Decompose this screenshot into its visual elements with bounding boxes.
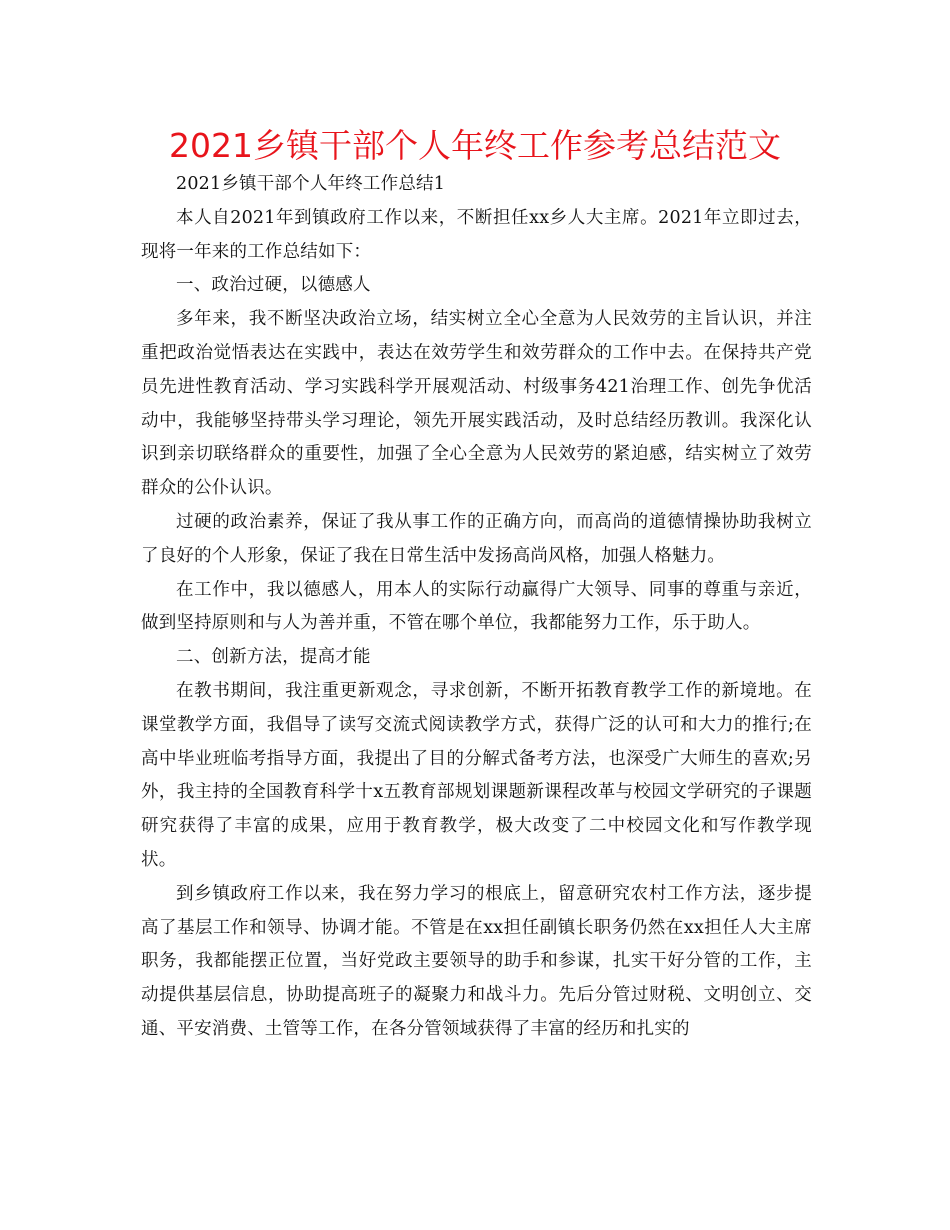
paragraph-intro: 本人自2021年到镇政府工作以来，不断担任xx乡人大主席。2021年立即过去，现将一年来的工作总结如下： <box>141 207 812 262</box>
paragraph: 多年来，我不断坚决政治立场，结实树立全心全意为人民效劳的主旨认识，并注重把政治觉悟表达在实践中，表达在效劳学生和效劳群众的工作中去。在保持共产党员先进性教育活动、学习实践科学开展观活动、村级事务421治理工作、创先争优活动中，我能够坚持带头学习理论，领先开展实践活动，及时总结经历教训。我深化认识到亲切联络群众的重要性，加强了全心全意为人民效劳的紧迫感，结实树立了效劳群众的公仆认识。 <box>141 309 812 499</box>
document-title: 2021乡镇干部个人年终工作参考总结范文 <box>169 126 781 165</box>
document-body <box>141 168 812 1047</box>
section-heading-innovation: 二、创新方法，提高才能 <box>176 647 371 668</box>
paragraph: 过硬的政治素养，保证了我从事工作的正确方向，而高尚的道德情操协助我树立了良好的个人形象，保证了我在日常生活中发扬高尚风格，加强人格魅力。 <box>141 511 812 566</box>
paragraph: 在教书期间，我注重更新观念，寻求创新，不断开拓教育教学工作的新境地。在课堂教学方面，我倡导了读写交流式阅读教学方式，获得广泛的认可和大力的推行;在高中毕业班临考指导方面，我提出了目的分解式备考方法，也深受广大师生的喜欢;另外，我主持的全国教育科学十x五教育部规划课题新课程改革与校园文学研究的子课题研究获得了丰富的成果，应用于教育教学，极大改变了二中校园文化和写作教学现状。 <box>141 680 812 870</box>
paragraph-subtitle: 2021乡镇干部个人年终工作总结1 <box>176 174 446 194</box>
paragraph: 在工作中，我以德感人，用本人的实际行动赢得广大领导、同事的尊重与亲近，做到坚持原则和与人为善并重，不管在哪个单位，我都能努力工作，乐于助人。 <box>141 579 812 634</box>
section-heading-politics: 一、政治过硬，以德感人 <box>176 275 371 296</box>
paragraph: 到乡镇政府工作以来，我在努力学习的根底上，留意研究农村工作方法，逐步提高了基层工作和领导、协调才能。不管是在xx担任副镇长职务仍然在xx担任人大主席职务，我都能摆正位置，当好党政主要领导的助手和参谋，扎实干好分管的工作，主动提供基层信息，协助提高班子的凝聚力和战斗力。先后分管过财税、文明创立、交通、平安消费、土管等工作，在各分管领域获得了丰富的经历和扎实的 <box>141 883 812 1039</box>
